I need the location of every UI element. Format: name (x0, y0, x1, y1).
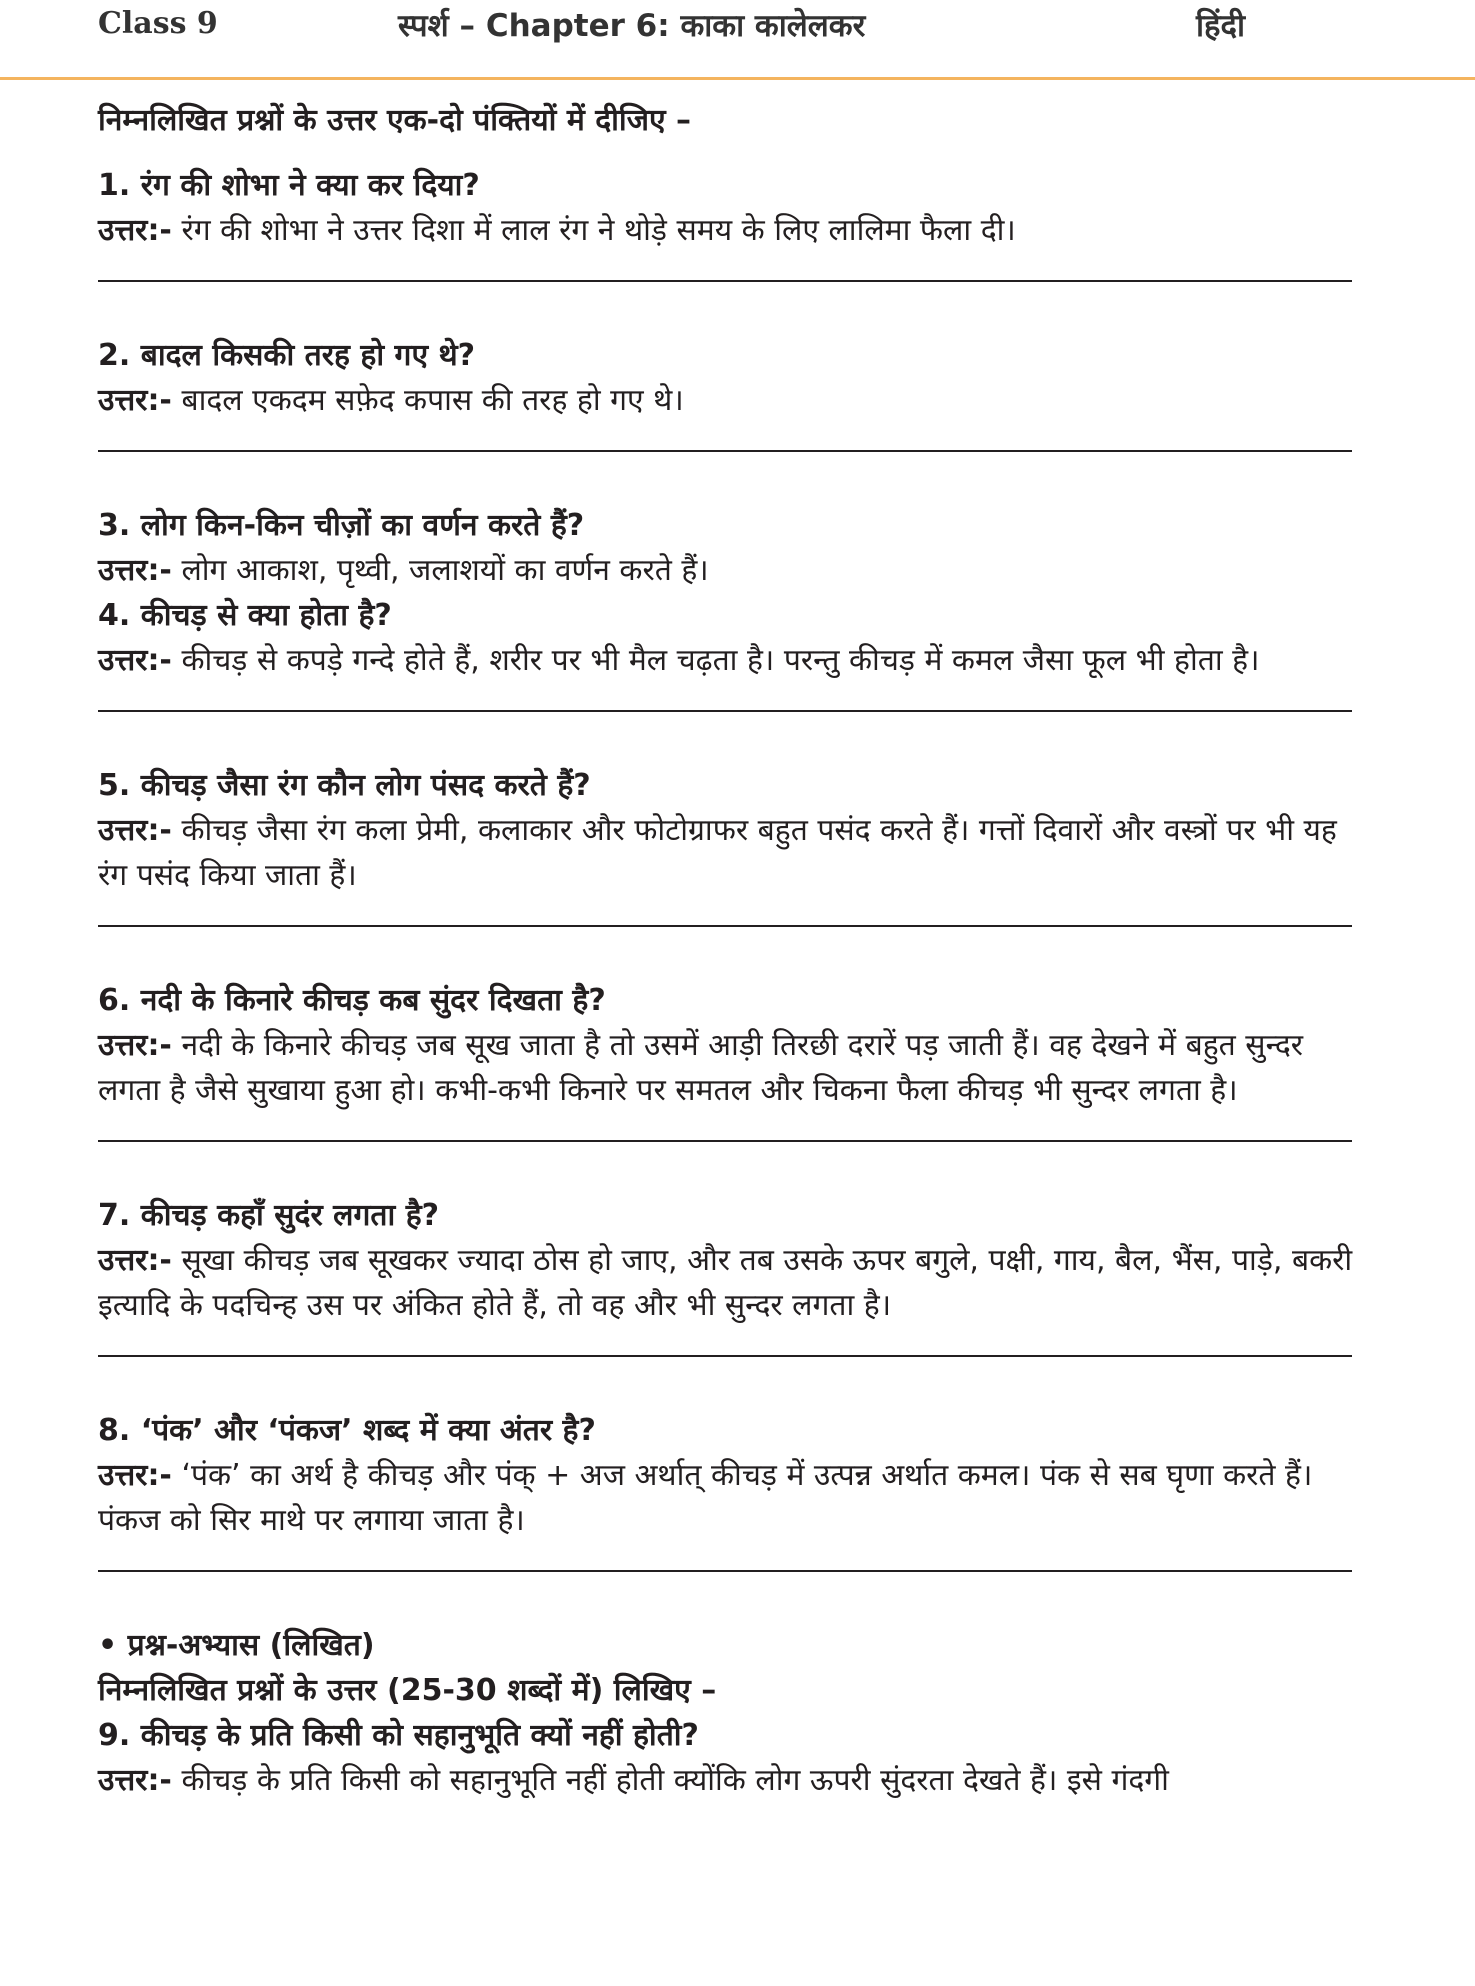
divider-line (98, 1355, 1352, 1357)
answer-text (98, 638, 1358, 683)
divider-line (98, 710, 1352, 712)
question-block-1 (98, 163, 1358, 253)
question-text: 8. ‘पंक’ और ‘पंकज’ शब्द में क्या अंतर है? (98, 1413, 596, 1448)
answer-label: उत्तर:- (98, 643, 172, 678)
section-instruction: निम्नलिखित प्रश्नों के उत्तर (25-30 शब्दों में) लिखिए – (98, 1673, 717, 1708)
answer-body: लोग आकाश, पृथ्वी, जलाशयों का वर्णन करते हैं। (181, 553, 709, 588)
page-header (0, 0, 1475, 80)
answer-label: उत्तर:- (98, 1763, 172, 1798)
answer-text (98, 808, 1358, 898)
divider-line (98, 1570, 1352, 1572)
question-block-3 (98, 503, 1358, 593)
answer-body: ‘पंक’ का अर्थ है कीचड़ और पंक् + अज अर्थात् कीचड़ में उत्पन्न अर्थात कमल। पंक से सब घृणा करते हैं। पंकज को सिर माथे पर लगाया जाता है। (98, 1458, 1313, 1538)
question-text: 7. कीचड़ कहाँ सुदंर लगता है? (98, 1198, 440, 1233)
answer-text (98, 1238, 1358, 1328)
worksheet-content (98, 98, 1358, 1803)
chapter-title: स्पर्श – Chapter 6: काका कालेलकर (398, 8, 866, 44)
answer-text (98, 1758, 1358, 1803)
answer-body: कीचड़ के प्रति किसी को सहानुभूति नहीं होती क्योंकि लोग ऊपरी सुंदरता देखते हैं। इसे गंदगी (181, 1763, 1169, 1798)
answer-body: सूखा कीचड़ जब सूखकर ज्यादा ठोस हो जाए, और तब उसके ऊपर बगुले, पक्षी, गाय, बैल, भैंस, पाड़े, बकरी इत्यादि के पदचिन्ह उस पर अंकित होते हैं, तो वह और भी सुन्दर लगता है। (98, 1243, 1353, 1323)
answer-label: उत्तर:- (98, 1028, 172, 1063)
section-heading: • प्रश्न-अभ्यास (लिखित) (98, 1628, 375, 1663)
section-written-practice (98, 1623, 1358, 1803)
answer-text (98, 208, 1358, 253)
question-block-2 (98, 333, 1358, 423)
divider-line (98, 450, 1352, 452)
answer-body: कीचड़ जैसा रंग कला प्रेमी, कलाकार और फोटोग्राफर बहुत पसंद करते हैं। गत्तों दिवारों और वस्त्रों पर भी यह रंग पसंद किया जाता हैं। (98, 813, 1337, 893)
question-text: 2. बादल किसकी तरह हो गए थे? (98, 338, 476, 373)
question-block-8 (98, 1408, 1358, 1543)
answer-body: कीचड़ से कपड़े गन्दे होते हैं, शरीर पर भी मैल चढ़ता है। परन्तु कीचड़ में कमल जैसा फूल भी होता है। (181, 643, 1260, 678)
answer-body: नदी के किनारे कीचड़ जब सूख जाता है तो उसमें आड़ी तिरछी दरारें पड़ जाती हैं। वह देखने में बहुत सुन्दर लगता है जैसे सुखाया हुआ हो। कभी-कभी किनारे पर समतल और चिकना फैला कीचड़ भी सुन्दर लगता है। (98, 1028, 1304, 1108)
question-block-5 (98, 763, 1358, 898)
answer-label: उत्तर:- (98, 553, 172, 588)
answer-label: उत्तर:- (98, 1458, 172, 1493)
question-text: 5. कीचड़ जैसा रंग कौन लोग पंसद करते हैं? (98, 768, 591, 803)
question-text: 3. लोग किन-किन चीज़ों का वर्णन करते हैं? (98, 508, 585, 543)
question-text: 4. कीचड़ से क्या होता है? (98, 598, 392, 633)
question-block-4 (98, 593, 1358, 683)
class-label: Class 9 (98, 6, 218, 41)
answer-label: उत्तर:- (98, 383, 172, 418)
divider-line (98, 1140, 1352, 1142)
answer-text (98, 1023, 1358, 1113)
section-instruction: निम्नलिखित प्रश्नों के उत्तर एक-दो पंक्तियों में दीजिए – (98, 103, 691, 138)
answer-label: उत्तर:- (98, 213, 172, 248)
question-block-6 (98, 978, 1358, 1113)
divider-line (98, 925, 1352, 927)
question-text: 9. कीचड़ के प्रति किसी को सहानुभूति क्यों नहीं होती? (98, 1718, 699, 1753)
subject-label: हिंदी (1196, 8, 1245, 44)
answer-label: उत्तर:- (98, 813, 172, 848)
question-text: 1. रंग की शोभा ने क्या कर दिया? (98, 168, 480, 203)
answer-text (98, 1453, 1358, 1543)
question-block-7 (98, 1193, 1358, 1328)
question-text: 6. नदी के किनारे कीचड़ कब सुंदर दिखता है? (98, 983, 606, 1018)
answer-text (98, 378, 1358, 423)
divider-line (98, 280, 1352, 282)
answer-body: बादल एकदम सफ़ेद कपास की तरह हो गए थे। (181, 383, 684, 418)
answer-body: रंग की शोभा ने उत्तर दिशा में लाल रंग ने थोड़े समय के लिए लालिमा फैला दी। (181, 213, 1016, 248)
answer-text (98, 548, 1358, 593)
answer-label: उत्तर:- (98, 1243, 172, 1278)
